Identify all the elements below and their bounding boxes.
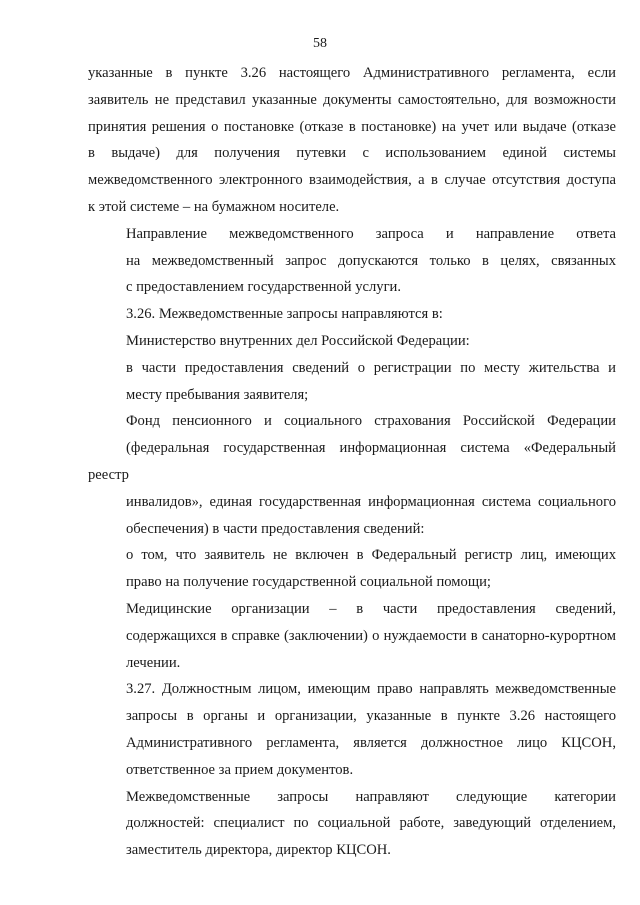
text-line: месту пребывания заявителя;	[126, 386, 309, 403]
text-line: 3.26. Межведомственные запросы направляются в:	[126, 306, 443, 323]
text-line: Фонд пенсионного и социального страхования Российской Федерации	[126, 413, 616, 430]
paragraph	[88, 301, 616, 328]
text-line: с предоставлением государственной услуги.	[126, 279, 402, 296]
paragraph	[88, 542, 616, 596]
text-line: 3.27. Должностным лицом, имеющим право направлять межведомственные	[126, 681, 616, 698]
text-line: в части предоставления сведений о регистрации по месту жительства и	[126, 359, 616, 376]
paragraph	[88, 328, 616, 355]
text-line: принятия решения о постановке (отказе в постановке) на учет или выдаче (отказе	[88, 118, 616, 135]
paragraph	[88, 784, 616, 864]
text-line: обеспечения) в части предоставления сведений:	[126, 520, 425, 537]
text-line: ответственное за прием документов.	[126, 761, 354, 778]
text-line: о том, что заявитель не включен в Федеральный регистр лиц, имеющих	[126, 547, 616, 564]
text-line: (федеральная государственная информационная система «Федеральный реестр	[88, 440, 616, 483]
paragraph	[88, 408, 616, 542]
text-line: к этой системе – на бумажном носителе.	[88, 198, 340, 215]
text-line: лечении.	[126, 654, 181, 671]
text-line: Межведомственные запросы направляют следующие категории	[126, 788, 616, 805]
text-line: в выдаче) для получения путевки с использованием единой системы	[88, 145, 616, 162]
text-line: Медицинские организации – в части предоставления сведений,	[126, 600, 616, 617]
text-line: межведомственного электронного взаимодействия, а в случае отсутствия доступа	[88, 172, 616, 189]
paragraph	[88, 221, 616, 301]
text-line: на межведомственный запрос допускаются только в целях, связанных	[126, 252, 616, 269]
document-body	[88, 60, 616, 864]
page-number: 58	[313, 36, 327, 51]
text-line: заявитель не представил указанные документы самостоятельно, для возможности	[88, 91, 616, 108]
text-line: Министерство внутренних дел Российской Федерации:	[126, 332, 470, 349]
text-line: должностей: специалист по социальной работе, заведующий отделением,	[126, 815, 616, 832]
text-line: заместитель директора, директор КЦСОН.	[126, 842, 391, 859]
paragraph	[88, 676, 616, 783]
paragraph	[88, 60, 616, 221]
text-line: право на получение государственной социальной помощи;	[126, 574, 491, 591]
paragraph	[88, 355, 616, 409]
text-line: инвалидов», единая государственная информационная система социального	[126, 493, 616, 510]
text-line: Административного регламента, является должностное лицо КЦСОН,	[126, 734, 616, 751]
text-line: указанные в пункте 3.26 настоящего Административного регламента, если	[88, 65, 616, 81]
text-line: содержащихся в справке (заключении) о нуждаемости в санаторно-курортном	[126, 627, 616, 644]
paragraph	[88, 596, 616, 676]
text-line: запросы в органы и организации, указанные в пункте 3.26 настоящего	[126, 708, 616, 725]
text-line: Направление межведомственного запроса и направление ответа	[126, 225, 616, 242]
